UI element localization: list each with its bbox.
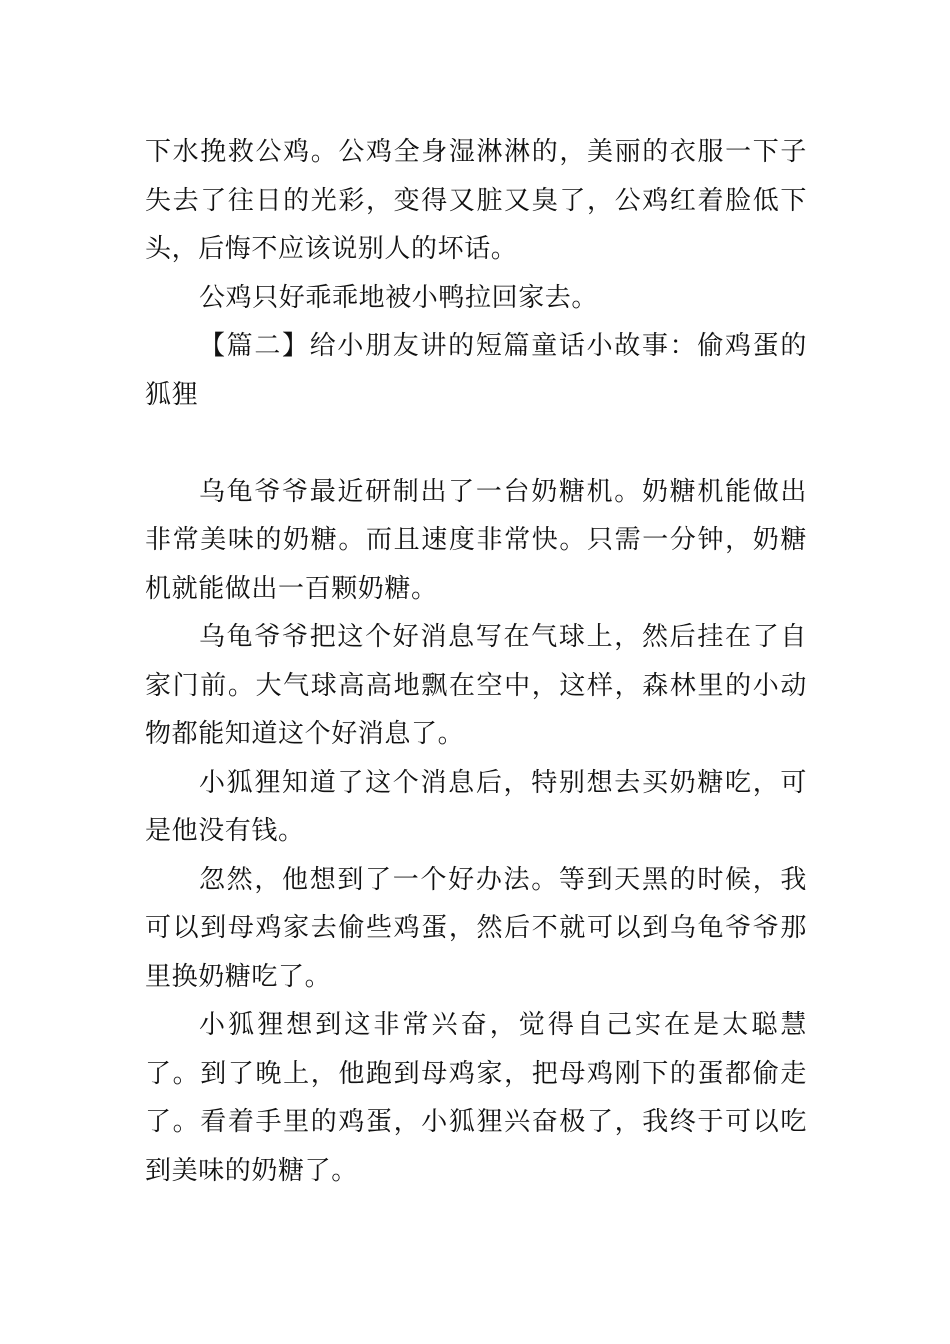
paragraph-4: 乌龟爷爷把这个好消息写在气球上，然后挂在了自家门前。大气球高高地飘在空中，这样，森林里的小动物都能知道这个好消息了。 — [145, 622, 807, 749]
paragraph-1: 下水挽救公鸡。公鸡全身湿淋淋的，美丽的衣服一下子失去了往日的光彩，变得又脏又臭了，公鸡红着脸低下头，后悔不应该说别人的坏话。 — [145, 137, 807, 264]
blank-line — [145, 419, 807, 468]
section-heading: 【篇二】给小朋友讲的短篇童话小故事：偷鸡蛋的狐狸 — [145, 331, 807, 410]
paragraph-6: 忽然，他想到了一个好办法。等到天黑的时候，我可以到母鸡家去偷些鸡蛋，然后不就可以到乌龟爷爷那里换奶糖吃了。 — [145, 864, 807, 992]
paragraph-2: 公鸡只好乖乖地被小鸭拉回家去。 — [199, 282, 599, 313]
paragraph-7: 小狐狸想到这非常兴奋，觉得自己实在是太聪慧了。到了晚上，他跑到母鸡家，把母鸡刚下的蛋都偷走了。看着手里的鸡蛋，小狐狸兴奋极了，我终于可以吃到美味的奶糖了。 — [145, 1010, 807, 1186]
paragraph-3: 乌龟爷爷最近研制出了一台奶糖机。奶糖机能做出非常美味的奶糖。而且速度非常快。只需一分钟，奶糖机就能做出一百颗奶糖。 — [145, 476, 807, 604]
paragraph-5: 小狐狸知道了这个消息后，特别想去买奶糖吃，可是他没有钱。 — [145, 767, 807, 846]
document-body — [145, 128, 807, 1195]
